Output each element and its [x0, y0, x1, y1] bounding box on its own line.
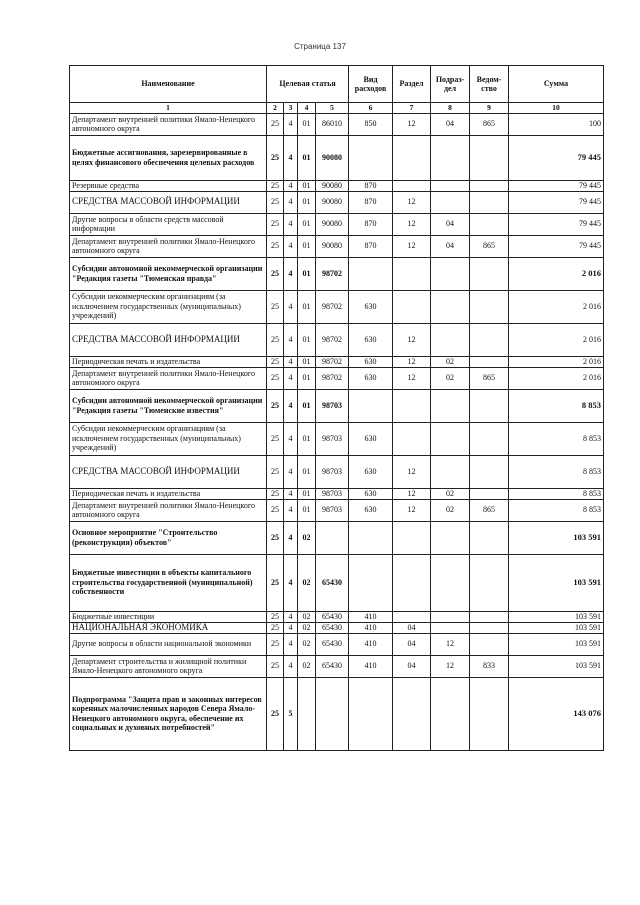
cell-c: 01 — [298, 290, 316, 323]
cell-rz — [393, 180, 431, 191]
cell-sum: 100 — [509, 113, 604, 135]
cell-vr — [349, 135, 393, 180]
cell-sum: 8 853 — [509, 389, 604, 422]
cell-vr: 630 — [349, 455, 393, 488]
cell-a: 25 — [267, 633, 284, 655]
cell-b: 4 — [284, 389, 298, 422]
cell-pr: 12 — [431, 655, 470, 677]
cell-vr: 630 — [349, 367, 393, 389]
cell-rz: 12 — [393, 499, 431, 521]
row-name: Основное мероприятие "Строительство (реконструкция) объектов" — [70, 521, 267, 554]
cell-b: 4 — [284, 135, 298, 180]
cell-c: 01 — [298, 257, 316, 290]
row-name: Резервные средства — [70, 180, 267, 191]
cell-d: 86010 — [316, 113, 349, 135]
cell-a: 25 — [267, 135, 284, 180]
cell-b: 4 — [284, 356, 298, 367]
cell-a: 25 — [267, 554, 284, 611]
cell-d: 90080 — [316, 213, 349, 235]
cell-rz: 12 — [393, 356, 431, 367]
index-cell: 10 — [509, 103, 604, 114]
table-row — [70, 455, 604, 488]
cell-d: 98702 — [316, 257, 349, 290]
cell-ved — [470, 677, 509, 750]
cell-c: 01 — [298, 213, 316, 235]
cell-vr: 410 — [349, 633, 393, 655]
cell-a: 25 — [267, 655, 284, 677]
cell-vr: 630 — [349, 499, 393, 521]
cell-vr: 630 — [349, 422, 393, 455]
cell-sum: 8 853 — [509, 499, 604, 521]
table-row — [70, 180, 604, 191]
cell-c: 02 — [298, 622, 316, 633]
cell-d: 65430 — [316, 622, 349, 633]
cell-sum: 2 016 — [509, 257, 604, 290]
cell-sum: 79 445 — [509, 235, 604, 257]
cell-c: 01 — [298, 356, 316, 367]
cell-b: 4 — [284, 180, 298, 191]
cell-a: 25 — [267, 235, 284, 257]
cell-vr — [349, 257, 393, 290]
cell-pr — [431, 257, 470, 290]
cell-rz: 12 — [393, 235, 431, 257]
cell-c: 01 — [298, 488, 316, 499]
cell-c: 02 — [298, 554, 316, 611]
cell-ved — [470, 290, 509, 323]
cell-ved — [470, 622, 509, 633]
index-cell: 3 — [284, 103, 298, 114]
cell-vr — [349, 521, 393, 554]
cell-rz — [393, 677, 431, 750]
table-row — [70, 611, 604, 622]
cell-d: 90080 — [316, 180, 349, 191]
cell-c: 01 — [298, 323, 316, 356]
cell-rz: 04 — [393, 622, 431, 633]
cell-sum: 143 076 — [509, 677, 604, 750]
cell-d: 65430 — [316, 633, 349, 655]
cell-c — [298, 677, 316, 750]
table-row — [70, 356, 604, 367]
cell-rz: 12 — [393, 455, 431, 488]
cell-pr — [431, 323, 470, 356]
cell-a: 25 — [267, 180, 284, 191]
header-name: Наименование — [70, 66, 267, 103]
cell-sum: 103 591 — [509, 521, 604, 554]
cell-rz — [393, 422, 431, 455]
cell-d — [316, 521, 349, 554]
cell-pr: 04 — [431, 113, 470, 135]
cell-c: 01 — [298, 235, 316, 257]
cell-b: 4 — [284, 488, 298, 499]
table-row — [70, 235, 604, 257]
index-cell: 7 — [393, 103, 431, 114]
cell-sum: 2 016 — [509, 367, 604, 389]
table-row — [70, 499, 604, 521]
row-name: Департамент внутренней политики Ямало-Ненецкого автономного округа — [70, 113, 267, 135]
cell-b: 5 — [284, 677, 298, 750]
row-name: Бюджетные инвестиции в объекты капитального строительства государственной (муниципальной) собственности — [70, 554, 267, 611]
cell-d: 65430 — [316, 611, 349, 622]
cell-pr — [431, 290, 470, 323]
cell-a: 25 — [267, 611, 284, 622]
index-cell: 8 — [431, 103, 470, 114]
cell-pr — [431, 554, 470, 611]
row-name: Субсидии некоммерческим организациям (за исключением государственных (муниципальных) учреждений) — [70, 290, 267, 323]
cell-rz: 12 — [393, 213, 431, 235]
cell-c: 01 — [298, 191, 316, 213]
cell-rz: 12 — [393, 367, 431, 389]
cell-a: 25 — [267, 422, 284, 455]
cell-d: 65430 — [316, 655, 349, 677]
cell-c: 02 — [298, 655, 316, 677]
cell-ved — [470, 213, 509, 235]
cell-pr: 02 — [431, 367, 470, 389]
cell-sum: 103 591 — [509, 554, 604, 611]
cell-b: 4 — [284, 113, 298, 135]
cell-pr: 02 — [431, 488, 470, 499]
table-row — [70, 113, 604, 135]
cell-d: 98702 — [316, 367, 349, 389]
cell-b: 4 — [284, 655, 298, 677]
cell-vr: 410 — [349, 611, 393, 622]
cell-ved — [470, 389, 509, 422]
page-number-label: Страница 137 — [294, 42, 346, 51]
cell-rz — [393, 135, 431, 180]
cell-d: 98703 — [316, 389, 349, 422]
header-sum: Сумма — [509, 66, 604, 103]
row-name: Субсидии автономной некоммерческой организации "Редакция газеты "Тюменская правда" — [70, 257, 267, 290]
cell-pr — [431, 389, 470, 422]
header-exp-type: Вид расходов — [349, 66, 393, 103]
table-row — [70, 213, 604, 235]
cell-sum: 79 445 — [509, 180, 604, 191]
row-name: Периодическая печать и издательства — [70, 488, 267, 499]
cell-sum: 103 591 — [509, 611, 604, 622]
budget-table — [69, 65, 604, 751]
cell-a: 25 — [267, 323, 284, 356]
cell-pr — [431, 622, 470, 633]
cell-vr: 630 — [349, 488, 393, 499]
cell-vr: 870 — [349, 180, 393, 191]
table-row — [70, 488, 604, 499]
index-cell: 9 — [470, 103, 509, 114]
row-name: Периодическая печать и издательства — [70, 356, 267, 367]
cell-c: 01 — [298, 422, 316, 455]
cell-a: 25 — [267, 290, 284, 323]
table-row — [70, 290, 604, 323]
cell-rz: 12 — [393, 113, 431, 135]
header-subsection: Подраз-дел — [431, 66, 470, 103]
cell-d: 98703 — [316, 499, 349, 521]
table-row — [70, 257, 604, 290]
table-row — [70, 622, 604, 633]
cell-b: 4 — [284, 521, 298, 554]
cell-rz — [393, 554, 431, 611]
cell-d: 98703 — [316, 488, 349, 499]
cell-ved — [470, 455, 509, 488]
cell-ved — [470, 422, 509, 455]
row-name: СРЕДСТВА МАССОВОЙ ИНФОРМАЦИИ — [70, 323, 267, 356]
table-row — [70, 191, 604, 213]
cell-ved — [470, 611, 509, 622]
cell-d — [316, 677, 349, 750]
cell-pr: 04 — [431, 213, 470, 235]
cell-ved — [470, 135, 509, 180]
cell-d: 98702 — [316, 290, 349, 323]
cell-c: 01 — [298, 389, 316, 422]
cell-ved — [470, 554, 509, 611]
cell-a: 25 — [267, 488, 284, 499]
cell-d: 98703 — [316, 422, 349, 455]
cell-a: 25 — [267, 367, 284, 389]
cell-d: 90080 — [316, 235, 349, 257]
row-name: Другие вопросы в области национальной экономики — [70, 633, 267, 655]
index-cell: 4 — [298, 103, 316, 114]
cell-rz: 04 — [393, 655, 431, 677]
row-name: Бюджетные инвестиции — [70, 611, 267, 622]
cell-d: 90080 — [316, 191, 349, 213]
row-name: СРЕДСТВА МАССОВОЙ ИНФОРМАЦИИ — [70, 455, 267, 488]
cell-vr: 410 — [349, 655, 393, 677]
cell-a: 25 — [267, 113, 284, 135]
cell-d: 65430 — [316, 554, 349, 611]
row-name: Субсидии некоммерческим организациям (за исключением государственных (муниципальных) учреждений) — [70, 422, 267, 455]
cell-vr: 870 — [349, 191, 393, 213]
cell-rz: 12 — [393, 191, 431, 213]
cell-a: 25 — [267, 622, 284, 633]
index-cell: 2 — [267, 103, 284, 114]
cell-d: 90080 — [316, 135, 349, 180]
cell-sum: 79 445 — [509, 191, 604, 213]
cell-rz — [393, 290, 431, 323]
cell-rz: 12 — [393, 488, 431, 499]
index-row — [70, 103, 604, 114]
cell-d: 98703 — [316, 455, 349, 488]
cell-rz: 04 — [393, 633, 431, 655]
cell-sum: 2 016 — [509, 356, 604, 367]
cell-rz — [393, 611, 431, 622]
cell-ved — [470, 191, 509, 213]
cell-c: 02 — [298, 633, 316, 655]
cell-b: 4 — [284, 554, 298, 611]
cell-sum: 8 853 — [509, 455, 604, 488]
cell-vr — [349, 389, 393, 422]
cell-ved — [470, 633, 509, 655]
cell-b: 4 — [284, 422, 298, 455]
cell-vr: 870 — [349, 213, 393, 235]
cell-pr — [431, 521, 470, 554]
cell-a: 25 — [267, 389, 284, 422]
cell-b: 4 — [284, 290, 298, 323]
cell-rz: 12 — [393, 323, 431, 356]
cell-ved — [470, 488, 509, 499]
cell-d: 98702 — [316, 323, 349, 356]
cell-c: 02 — [298, 521, 316, 554]
cell-vr: 630 — [349, 290, 393, 323]
cell-a: 25 — [267, 455, 284, 488]
cell-c: 02 — [298, 611, 316, 622]
cell-c: 01 — [298, 180, 316, 191]
cell-a: 25 — [267, 191, 284, 213]
cell-a: 25 — [267, 499, 284, 521]
cell-sum: 2 016 — [509, 290, 604, 323]
cell-a: 25 — [267, 356, 284, 367]
cell-ved: 865 — [470, 235, 509, 257]
table-row — [70, 367, 604, 389]
index-cell: 6 — [349, 103, 393, 114]
table-row — [70, 677, 604, 750]
row-name: Подпрограмма "Защита прав и законных интересов коренных малочисленных народов Севера Ямало-Ненецкого автономного округа, обеспечение их социальных и духовных потребностей" — [70, 677, 267, 750]
cell-b: 4 — [284, 191, 298, 213]
cell-rz — [393, 257, 431, 290]
cell-vr: 870 — [349, 235, 393, 257]
cell-b: 4 — [284, 367, 298, 389]
cell-vr: 410 — [349, 622, 393, 633]
cell-pr — [431, 611, 470, 622]
cell-pr: 02 — [431, 499, 470, 521]
table-row — [70, 521, 604, 554]
cell-a: 25 — [267, 521, 284, 554]
cell-c: 01 — [298, 499, 316, 521]
cell-pr — [431, 422, 470, 455]
cell-d: 98702 — [316, 356, 349, 367]
cell-c: 01 — [298, 367, 316, 389]
table-row — [70, 389, 604, 422]
cell-ved: 865 — [470, 499, 509, 521]
cell-vr: 630 — [349, 356, 393, 367]
cell-c: 01 — [298, 455, 316, 488]
cell-b: 4 — [284, 611, 298, 622]
table-row — [70, 323, 604, 356]
cell-sum: 103 591 — [509, 633, 604, 655]
cell-sum: 103 591 — [509, 655, 604, 677]
cell-a: 25 — [267, 677, 284, 750]
cell-pr: 12 — [431, 633, 470, 655]
cell-sum: 79 445 — [509, 135, 604, 180]
cell-b: 4 — [284, 455, 298, 488]
table-row — [70, 422, 604, 455]
row-name: Другие вопросы в области средств массовой информации — [70, 213, 267, 235]
cell-ved — [470, 356, 509, 367]
cell-sum: 79 445 — [509, 213, 604, 235]
cell-b: 4 — [284, 633, 298, 655]
cell-b: 4 — [284, 235, 298, 257]
table-row — [70, 554, 604, 611]
cell-vr — [349, 554, 393, 611]
cell-sum: 8 853 — [509, 422, 604, 455]
index-cell: 5 — [316, 103, 349, 114]
cell-pr — [431, 677, 470, 750]
cell-ved — [470, 257, 509, 290]
cell-rz — [393, 521, 431, 554]
table-row — [70, 135, 604, 180]
cell-ved: 865 — [470, 367, 509, 389]
index-cell: 1 — [70, 103, 267, 114]
cell-pr — [431, 455, 470, 488]
cell-vr — [349, 677, 393, 750]
cell-b: 4 — [284, 323, 298, 356]
cell-sum: 2 016 — [509, 323, 604, 356]
row-name: Субсидии автономной некоммерческой организации "Редакция газеты "Тюменские известия" — [70, 389, 267, 422]
row-name: Департамент внутренней политики Ямало-Ненецкого автономного округа — [70, 235, 267, 257]
cell-vr: 630 — [349, 323, 393, 356]
header-section: Раздел — [393, 66, 431, 103]
row-name: Департамент строительства и жилищной политики Ямало-Ненецкого автономного округа — [70, 655, 267, 677]
cell-b: 4 — [284, 622, 298, 633]
cell-sum: 8 853 — [509, 488, 604, 499]
header-target: Целевая статья — [267, 66, 349, 103]
row-name: Бюджетные ассигнования, зарезервированные в целях финансового обеспечения целевых расходов — [70, 135, 267, 180]
row-name: Департамент внутренней политики Ямало-Ненецкого автономного округа — [70, 367, 267, 389]
cell-ved: 833 — [470, 655, 509, 677]
cell-vr: 850 — [349, 113, 393, 135]
cell-pr: 02 — [431, 356, 470, 367]
row-name: НАЦИОНАЛЬНАЯ ЭКОНОМИКА — [70, 622, 267, 633]
cell-a: 25 — [267, 213, 284, 235]
cell-b: 4 — [284, 499, 298, 521]
cell-sum: 103 591 — [509, 622, 604, 633]
cell-ved — [470, 323, 509, 356]
cell-pr — [431, 135, 470, 180]
cell-ved: 865 — [470, 113, 509, 135]
cell-ved — [470, 180, 509, 191]
cell-b: 4 — [284, 213, 298, 235]
cell-b: 4 — [284, 257, 298, 290]
cell-pr: 04 — [431, 235, 470, 257]
cell-a: 25 — [267, 257, 284, 290]
cell-pr — [431, 180, 470, 191]
row-name: СРЕДСТВА МАССОВОЙ ИНФОРМАЦИИ — [70, 191, 267, 213]
cell-pr — [431, 191, 470, 213]
row-name: Департамент внутренней политики Ямало-Ненецкого автономного округа — [70, 499, 267, 521]
cell-ved — [470, 521, 509, 554]
cell-rz — [393, 389, 431, 422]
table-row — [70, 633, 604, 655]
header-row — [70, 66, 604, 103]
cell-c: 01 — [298, 135, 316, 180]
cell-c: 01 — [298, 113, 316, 135]
table-row — [70, 655, 604, 677]
header-dept: Ведом-ство — [470, 66, 509, 103]
